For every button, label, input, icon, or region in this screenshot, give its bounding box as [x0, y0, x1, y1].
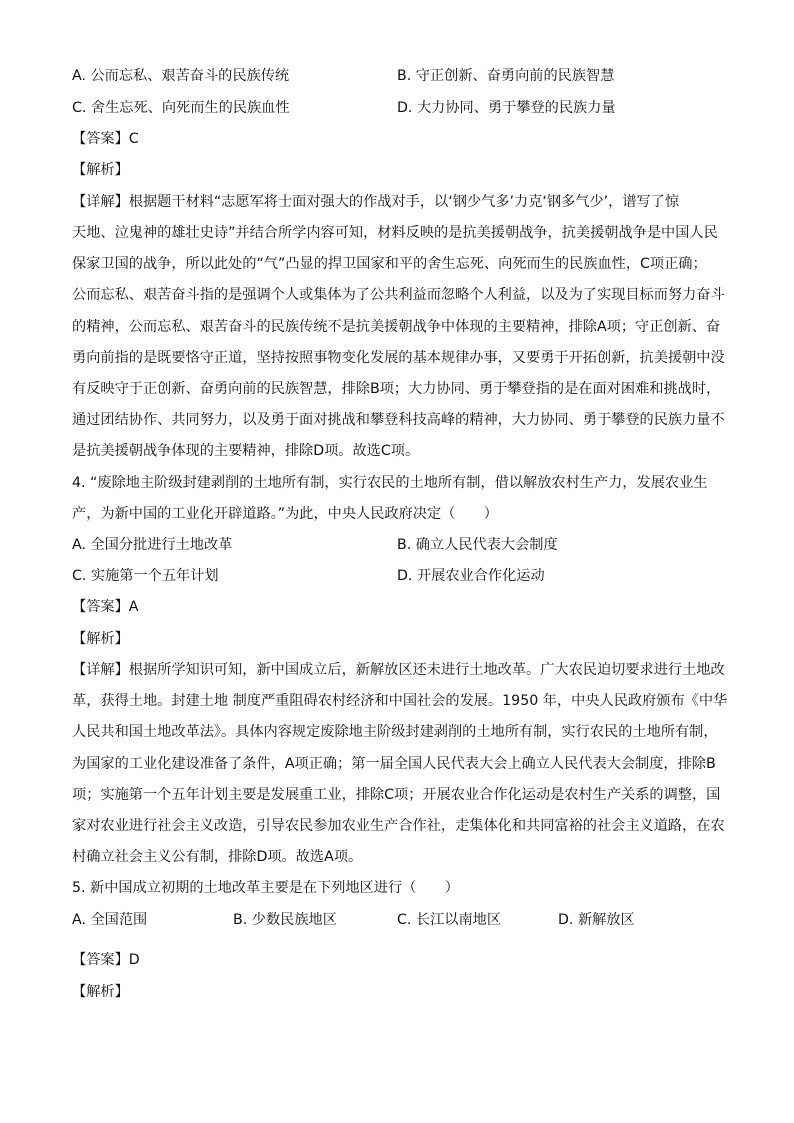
- q4-stem-line: 产，为新中国的工业化开辟道路。”为此，中央人民政府决定（ ）: [72, 506, 498, 522]
- q4-option-a: A. 全国分批进行土地改革: [72, 537, 233, 553]
- q4-detail-line: 村确立社会主义公有制，排除D项。故选A项。: [72, 849, 363, 865]
- q5-answer: [72, 950, 722, 970]
- answer-value: C: [128, 131, 139, 147]
- q5-option-d: D. 新解放区: [558, 912, 635, 928]
- q4-analysis-label: 【解析】: [72, 631, 129, 647]
- q3-detail-line: 通过团结协作、共同努力，以及勇于面对挑战和攀登科技高峰的精神，大力协同、勇于攀登的民族力量不: [72, 412, 725, 428]
- q3-detail-line: 天地、泣鬼神的雄壮史诗”并结合所学内容可知，材料反映的是抗美援朝战争，抗美援朝战争是中国人民: [72, 225, 718, 241]
- q3-answer: [72, 129, 722, 149]
- q3-option-a: A. 公而忘私、艰苦奋斗的民族传统: [72, 68, 290, 84]
- q4-detail-line: 革，获得土地。封建土地 制度严重阻碍农村经济和中国社会的发展。1950 年，中央人民政府颁布《中华: [72, 693, 728, 709]
- q3-detail-line: [72, 192, 722, 212]
- q5-option-c: C. 长江以南地区: [397, 912, 502, 928]
- q3-detail-line: 的精神，公而忘私、艰苦奋斗的民族传统不是抗美援朝战争中体现的主要精神，排除A项；守正创新、奋: [72, 319, 721, 335]
- answer-label: 【答案】: [72, 952, 129, 968]
- q4-detail-line: 为国家的工业化建设准备了条件，A项正确；第一届全国人民代表大会上确立人民代表大会制度，排除B: [72, 756, 716, 772]
- q3-option-c: C. 舍生忘死、向死而生的民族血性: [72, 100, 290, 116]
- q4-option-c: C. 实施第一个五年计划: [72, 568, 219, 584]
- answer-value: A: [128, 599, 139, 615]
- q3-option-b: B. 守正创新、奋勇向前的民族智慧: [397, 68, 615, 84]
- q3-option-d: D. 大力协同、勇于攀登的民族力量: [397, 100, 616, 116]
- answer-label: 【答案】: [72, 131, 129, 147]
- q3-detail-line: 公而忘私、艰苦奋斗指的是强调个人或集体为了公共利益而忽略个人利益，以及为了实现目标而努力奋斗: [72, 287, 725, 303]
- detail-text: 根据所学知识可知，新中国成立后，新解放区还未进行土地改革。广大农民迫切要求进行土地改: [128, 662, 725, 678]
- q5-analysis-label: 【解析】: [72, 984, 129, 1000]
- q3-detail-line: 勇向前指的是既要恪守正道，坚持按照事物变化发展的基本规律办事，又要勇于开拓创新，抗美援朝中没: [72, 350, 725, 366]
- detail-text: 根据题干材料“志愿军将士面对强大的作战对手，以‘钢少气多’力克‘钢多气少’，谱写了惊: [128, 194, 680, 210]
- q4-detail-line: 项；实施第一个五年计划主要是发展重工业，排除C项；开展农业合作化运动是农村生产关系的调整，国: [72, 787, 721, 803]
- q3-analysis-label: 【解析】: [72, 162, 129, 178]
- q4-detail-line: 家对农业进行社会主义改造，引导农民参加农业生产合作社，走集体化和共同富裕的社会主义道路，在农: [72, 818, 725, 834]
- q5-option-b: B. 少数民族地区: [233, 912, 337, 928]
- detail-label: 【详解】: [72, 194, 129, 210]
- q5-stem: 5. 新中国成立初期的土地改革主要是在下列地区进行（ ）: [72, 880, 459, 896]
- q5-option-a: A. 全国范围: [72, 912, 148, 928]
- q4-detail-line: 人民共和国土地改革法》。具体内容规定废除地主阶级封建剥削的土地所有制，实行农民的土地所有制，: [72, 724, 718, 740]
- answer-label: 【答案】: [72, 599, 129, 615]
- q4-option-b: B. 确立人民代表大会制度: [397, 537, 558, 553]
- q4-option-d: D. 开展农业合作化运动: [397, 568, 545, 584]
- q4-detail-line: [72, 660, 725, 680]
- q3-detail-line: 保家卫国的战争，所以此处的“气”凸显的捍卫国家和平的舍生忘死、向死而生的民族血性，C项正确；: [72, 256, 707, 272]
- q3-detail-line: 是抗美援朝战争体现的主要精神，排除D项。故选C项。: [72, 443, 420, 459]
- q4-stem-line: 4. “废除地主阶级封建剥削的土地所有制，实行农民的土地所有制，借以解放农村生产力，发展农业生: [72, 475, 708, 491]
- detail-label: 【详解】: [72, 662, 129, 678]
- q3-detail-line: 有反映守于正创新、奋勇向前的民族智慧，排除B项；大力协同、勇于攀登指的是在面对困难和挑战时，: [72, 381, 721, 397]
- q4-answer: [72, 597, 722, 617]
- answer-value: D: [128, 952, 140, 968]
